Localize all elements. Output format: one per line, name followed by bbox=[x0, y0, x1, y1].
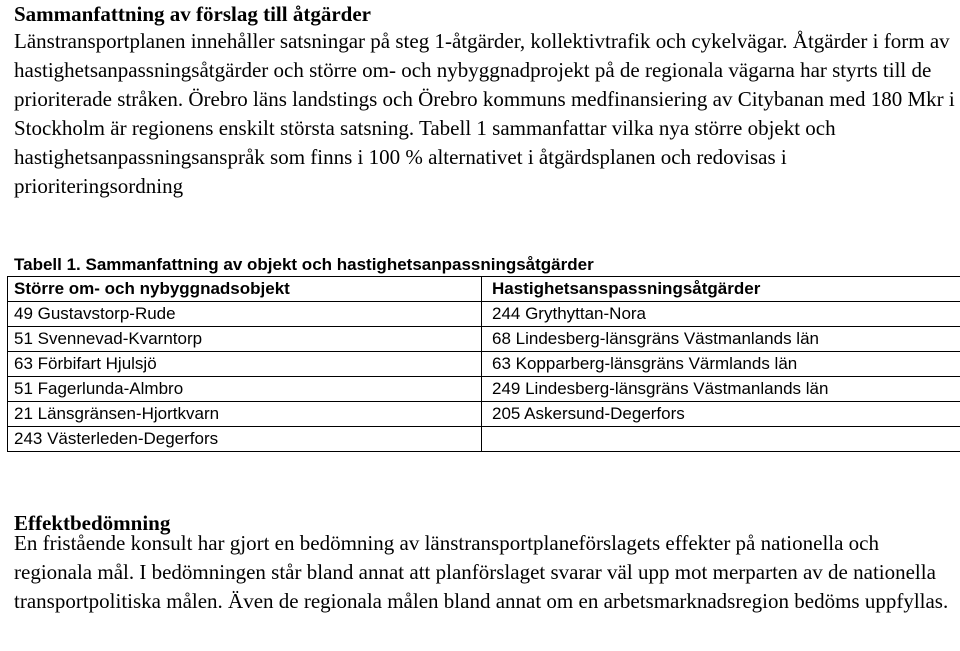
summary-paragraph: Länstransportplanen innehåller satsningar på steg 1-åtgärder, kollektivtrafik och cykelvägar. Åtgärder i form av hastighetsanpassningsåtgärder och större om- och nybyggnadprojekt på de regionala vägarna har styrts till de prioriterade stråken. Örebro läns landstings och Örebro kommuns medfinansiering av Citybanan med 180 Mkr i Stockholm är regionens enskilt största satsning. Tabell 1 sammanfattar vilka nya större objekt och hastighetsanpassningsanspråk som finns i 100 % alternativet i åtgärdsplanen och redovisas i prioriteringsordning bbox=[14, 29, 955, 198]
summary-heading: Sammanfattning av förslag till åtgärder bbox=[14, 2, 371, 26]
table-row bbox=[8, 402, 960, 427]
table-cell: 68 Lindesberg-länsgräns Västmanlands län bbox=[482, 327, 960, 352]
table-cell: 51 Svennevad-Kvarntorp bbox=[8, 327, 482, 352]
table-header-row bbox=[8, 277, 960, 302]
table-caption: Tabell 1. Sammanfattning av objekt och hastighetsanpassningsåtgärder bbox=[14, 255, 594, 274]
effect-heading: Effektbedömning bbox=[14, 511, 171, 535]
table-cell: 49 Gustavstorp-Rude bbox=[8, 302, 482, 327]
table-cell: 63 Förbifart Hjulsjö bbox=[8, 352, 482, 377]
header-new-construction: Större om- och nybyggnadsobjekt bbox=[8, 277, 482, 302]
header-speed-adjustment: Hastighetsanspassningsåtgärder bbox=[482, 277, 960, 302]
table-cell: 244 Grythyttan-Nora bbox=[482, 302, 960, 327]
table-row bbox=[8, 427, 960, 452]
table-cell: 243 Västerleden-Degerfors bbox=[8, 427, 482, 452]
table-cell: 51 Fagerlunda-Almbro bbox=[8, 377, 482, 402]
table-row bbox=[8, 352, 960, 377]
table-row bbox=[8, 327, 960, 352]
table-row bbox=[8, 302, 960, 327]
table-row bbox=[8, 377, 960, 402]
table-cell: 249 Lindesberg-länsgräns Västmanlands län bbox=[482, 377, 960, 402]
table-cell: 205 Askersund-Degerfors bbox=[482, 402, 960, 427]
measures-table bbox=[7, 276, 960, 452]
table-cell: 63 Kopparberg-länsgräns Värmlands län bbox=[482, 352, 960, 377]
effect-paragraph: En fristående konsult har gjort en bedömning av länstransportplaneförslagets effekter på nationella och regionala mål. I bedömningen står bland annat att planförslaget svarar väl upp mot merparten av de nationella transportpolitiska målen. Även de regionala målen bland annat om en arbetsmarknadsregion bedöms uppfyllas. bbox=[14, 531, 949, 613]
table-cell: 21 Länsgränsen-Hjortkvarn bbox=[8, 402, 482, 427]
table-cell bbox=[482, 427, 960, 452]
